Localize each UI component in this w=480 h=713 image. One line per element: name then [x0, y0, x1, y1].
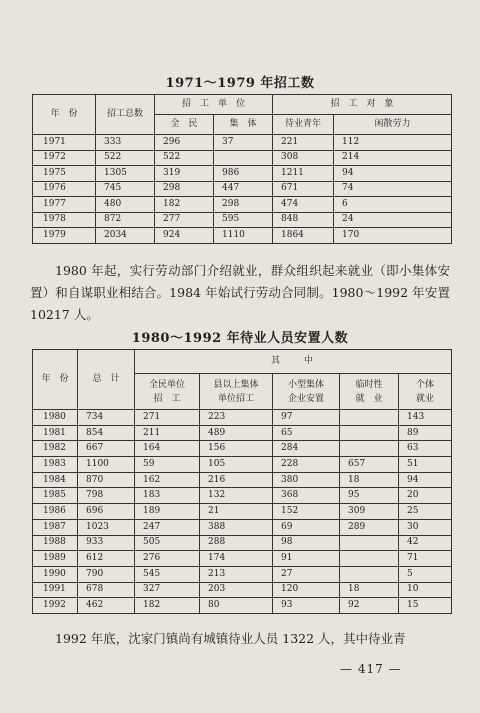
value-cell: 489 [200, 425, 273, 441]
table-row [33, 197, 452, 213]
value-cell: 42 [399, 535, 452, 551]
year-cell: 1987 [33, 519, 78, 535]
col-total: 招工总数 [96, 95, 155, 135]
col-temporary: 临时性 就 业 [340, 374, 399, 410]
value-cell: 170 [334, 228, 452, 244]
table-row [33, 181, 452, 197]
value-cell: 1100 [78, 457, 135, 473]
value-cell: 296 [155, 135, 214, 151]
value-cell: 25 [399, 504, 452, 520]
col-collective: 集 体 [214, 115, 273, 135]
value-cell: 20 [399, 488, 452, 504]
year-cell: 1990 [33, 566, 78, 582]
value-cell: 174 [200, 551, 273, 567]
table-row [33, 472, 452, 488]
year-cell: 1983 [33, 457, 78, 473]
value-cell: 1110 [214, 228, 273, 244]
col-state-hiring: 全民单位 招 工 [135, 374, 200, 410]
col-county-collective: 县以上集体 单位招工 [200, 374, 273, 410]
value-cell: 933 [78, 535, 135, 551]
col-total: 总 计 [78, 350, 135, 410]
col-idle: 闲散劳力 [334, 115, 452, 135]
table1-title: 1971～1979 年招工数 [165, 76, 315, 91]
year-cell: 1985 [33, 488, 78, 504]
year-cell: 1984 [33, 472, 78, 488]
value-cell: 98 [273, 535, 340, 551]
value-cell: 319 [155, 166, 214, 182]
value-cell: 5 [399, 566, 452, 582]
paragraph-1: 1980 年起，实行劳动部门介绍就业，群众组织起来就业（即小集体安置）和自谋职业相结合。1984 年始试行劳动合同制。1980～1992 年安置 10217 人。 [30, 263, 450, 322]
table-row [33, 425, 452, 441]
paragraph-2: 1992 年底，沈家门镇尚有城镇待业人员 1322 人，其中待业青 [55, 631, 406, 646]
value-cell: 152 [273, 504, 340, 520]
value-cell: 92 [340, 598, 399, 614]
year-cell: 1977 [33, 197, 96, 213]
value-cell: 368 [273, 488, 340, 504]
value-cell: 1864 [273, 228, 334, 244]
value-cell: 30 [399, 519, 452, 535]
value-cell: 657 [340, 457, 399, 473]
table-row [33, 582, 452, 598]
value-cell: 156 [200, 441, 273, 457]
table1-hiring-1971-1979 [32, 94, 452, 244]
value-cell: 143 [399, 410, 452, 426]
year-cell: 1972 [33, 150, 96, 166]
value-cell: 18 [340, 472, 399, 488]
value-cell [340, 410, 399, 426]
value-cell: 80 [200, 598, 273, 614]
value-cell: 2034 [96, 228, 155, 244]
value-cell: 798 [78, 488, 135, 504]
value-cell [340, 441, 399, 457]
value-cell: 1023 [78, 519, 135, 535]
value-cell: 298 [155, 181, 214, 197]
value-cell: 21 [200, 504, 273, 520]
col-small-collective: 小型集体 企业安置 [273, 374, 340, 410]
value-cell: 247 [135, 519, 200, 535]
table-row [33, 228, 452, 244]
value-cell: 848 [273, 212, 334, 228]
year-cell: 1971 [33, 135, 96, 151]
value-cell: 854 [78, 425, 135, 441]
value-cell: 6 [334, 197, 452, 213]
value-cell: 63 [399, 441, 452, 457]
value-cell: 105 [200, 457, 273, 473]
value-cell: 327 [135, 582, 200, 598]
value-cell: 505 [135, 535, 200, 551]
value-cell: 277 [155, 212, 214, 228]
value-cell: 276 [135, 551, 200, 567]
value-cell: 189 [135, 504, 200, 520]
value-cell: 388 [200, 519, 273, 535]
table-row [33, 519, 452, 535]
value-cell: 678 [78, 582, 135, 598]
value-cell: 333 [96, 135, 155, 151]
table-row [33, 551, 452, 567]
table-row [33, 504, 452, 520]
col-year: 年 份 [33, 95, 96, 135]
value-cell: 790 [78, 566, 135, 582]
table-row [33, 150, 452, 166]
table-row [33, 535, 452, 551]
col-year: 年 份 [33, 350, 78, 410]
table2-placement-1980-1992 [32, 349, 452, 614]
value-cell: 10 [399, 582, 452, 598]
value-cell: 545 [135, 566, 200, 582]
value-cell: 97 [273, 410, 340, 426]
value-cell: 94 [334, 166, 452, 182]
value-cell: 162 [135, 472, 200, 488]
year-cell: 1982 [33, 441, 78, 457]
value-cell [340, 535, 399, 551]
table-row [33, 598, 452, 614]
value-cell: 1305 [96, 166, 155, 182]
value-cell: 132 [200, 488, 273, 504]
value-cell: 216 [200, 472, 273, 488]
value-cell: 447 [214, 181, 273, 197]
value-cell: 89 [399, 425, 452, 441]
table2-title: 1980～1992 年待业人员安置人数 [131, 331, 349, 346]
year-cell: 1978 [33, 212, 96, 228]
value-cell: 94 [399, 472, 452, 488]
value-cell: 480 [96, 197, 155, 213]
value-cell: 309 [340, 504, 399, 520]
value-cell: 27 [273, 566, 340, 582]
table-row [33, 457, 452, 473]
value-cell: 380 [273, 472, 340, 488]
value-cell: 298 [214, 197, 273, 213]
value-cell: 182 [155, 197, 214, 213]
col-all-people: 全 民 [155, 115, 214, 135]
value-cell: 696 [78, 504, 135, 520]
value-cell: 289 [340, 519, 399, 535]
value-cell: 93 [273, 598, 340, 614]
value-cell: 223 [200, 410, 273, 426]
value-cell: 69 [273, 519, 340, 535]
value-cell: 462 [78, 598, 135, 614]
col-self-employed: 个体 就业 [399, 374, 452, 410]
value-cell: 522 [96, 150, 155, 166]
value-cell: 18 [340, 582, 399, 598]
year-cell: 1979 [33, 228, 96, 244]
value-cell: 37 [214, 135, 273, 151]
col-youth: 待业青年 [273, 115, 334, 135]
table-row [33, 410, 452, 426]
value-cell: 120 [273, 582, 340, 598]
col-among: 其 中 [135, 350, 452, 374]
value-cell: 308 [273, 150, 334, 166]
table-row [33, 566, 452, 582]
value-cell: 228 [273, 457, 340, 473]
col-unit: 招 工 单 位 [155, 95, 273, 115]
value-cell: 213 [200, 566, 273, 582]
value-cell: 872 [96, 212, 155, 228]
value-cell: 95 [340, 488, 399, 504]
value-cell: 51 [399, 457, 452, 473]
value-cell: 15 [399, 598, 452, 614]
value-cell: 74 [334, 181, 452, 197]
value-cell: 71 [399, 551, 452, 567]
value-cell: 91 [273, 551, 340, 567]
value-cell [340, 551, 399, 567]
value-cell: 745 [96, 181, 155, 197]
value-cell: 203 [200, 582, 273, 598]
table-row [33, 212, 452, 228]
value-cell: 59 [135, 457, 200, 473]
value-cell: 164 [135, 441, 200, 457]
page-number: — 417 — [340, 662, 402, 676]
year-cell: 1986 [33, 504, 78, 520]
value-cell: 612 [78, 551, 135, 567]
table-row [33, 441, 452, 457]
value-cell: 474 [273, 197, 334, 213]
value-cell: 211 [135, 425, 200, 441]
year-cell: 1976 [33, 181, 96, 197]
value-cell: 870 [78, 472, 135, 488]
year-cell: 1992 [33, 598, 78, 614]
value-cell: 595 [214, 212, 273, 228]
value-cell [214, 150, 273, 166]
table-row [33, 488, 452, 504]
value-cell: 667 [78, 441, 135, 457]
value-cell: 734 [78, 410, 135, 426]
value-cell [340, 566, 399, 582]
value-cell: 522 [155, 150, 214, 166]
value-cell: 1211 [273, 166, 334, 182]
value-cell: 986 [214, 166, 273, 182]
value-cell: 288 [200, 535, 273, 551]
col-target: 招 工 对 象 [273, 95, 452, 115]
year-cell: 1975 [33, 166, 96, 182]
year-cell: 1981 [33, 425, 78, 441]
value-cell: 65 [273, 425, 340, 441]
value-cell: 671 [273, 181, 334, 197]
table-row [33, 166, 452, 182]
value-cell: 271 [135, 410, 200, 426]
year-cell: 1989 [33, 551, 78, 567]
year-cell: 1980 [33, 410, 78, 426]
value-cell: 112 [334, 135, 452, 151]
value-cell: 24 [334, 212, 452, 228]
value-cell: 221 [273, 135, 334, 151]
year-cell: 1991 [33, 582, 78, 598]
value-cell [340, 425, 399, 441]
value-cell: 284 [273, 441, 340, 457]
value-cell: 183 [135, 488, 200, 504]
table-row [33, 135, 452, 151]
value-cell: 182 [135, 598, 200, 614]
value-cell: 214 [334, 150, 452, 166]
year-cell: 1988 [33, 535, 78, 551]
value-cell: 924 [155, 228, 214, 244]
